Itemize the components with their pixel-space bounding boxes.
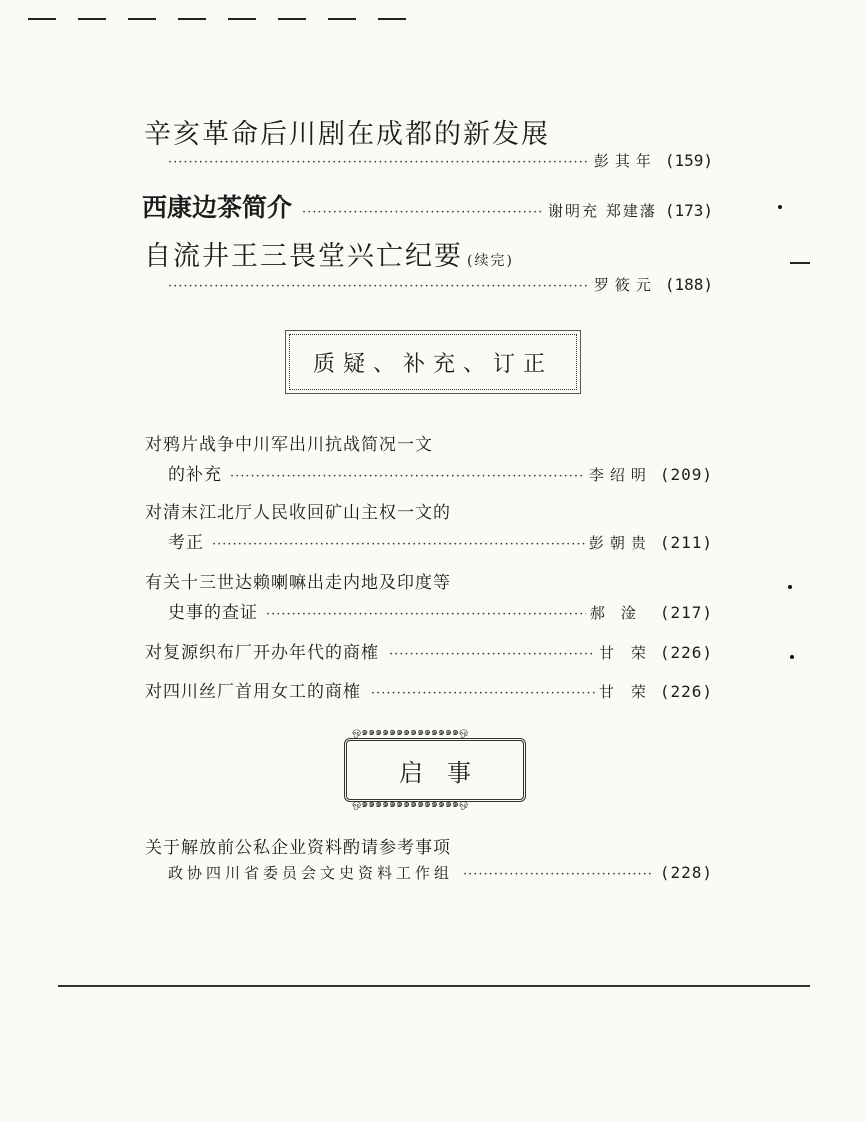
speck bbox=[790, 655, 794, 659]
top-dash-decoration bbox=[28, 18, 406, 20]
entry-3-page: (188) bbox=[664, 275, 713, 294]
mid-entry-2-page: (211) bbox=[659, 533, 713, 552]
entry-1-author: 彭其年 bbox=[593, 152, 657, 170]
entry-1-title: 辛亥革命后川剧在成都的新发展 bbox=[144, 119, 550, 150]
mid-entry-1-cont: 的补充 bbox=[168, 465, 222, 485]
leader-dots bbox=[389, 647, 595, 662]
notice-page: (228) bbox=[659, 863, 713, 882]
leader-dots bbox=[463, 867, 652, 882]
mid-entry-3-cont: 史事的查证 bbox=[168, 603, 258, 623]
mid-entry-4-author: 甘 荣 bbox=[599, 644, 652, 662]
bottom-rule bbox=[58, 985, 810, 987]
mid-entry-3-title: 有关十三世达赖喇嘛出走内地及印度等 bbox=[145, 573, 451, 593]
speck bbox=[778, 205, 782, 209]
speck bbox=[788, 585, 792, 589]
scroll-ornament-bottom: ஒ๑๑๑๑๑๑๑๑๑๑๑๑๑๑ஒ bbox=[352, 797, 469, 810]
mid-entry-4-line bbox=[145, 638, 713, 663]
mid-entry-1-page: (209) bbox=[659, 465, 713, 484]
mid-entry-2-title: 对清末江北厅人民收回矿山主权一文的 bbox=[145, 503, 451, 523]
entry-2-title: 西康边茶简介 bbox=[142, 193, 293, 222]
leader-dots bbox=[212, 537, 585, 552]
entry-3-line bbox=[168, 274, 713, 295]
section-heading: 质疑、补充、订正 bbox=[312, 351, 553, 377]
scroll-ornament-top: ஒ๑๑๑๑๑๑๑๑๑๑๑๑๑๑ஒ bbox=[352, 725, 469, 738]
notice-heading: 启事 bbox=[399, 758, 495, 787]
entry-3-title-wrap bbox=[144, 234, 514, 273]
entry-1-page: (159) bbox=[664, 151, 713, 170]
notice-line bbox=[168, 862, 713, 883]
notice-heading-box bbox=[344, 738, 526, 802]
entry-1-line bbox=[168, 150, 713, 171]
mid-entry-4-page: (226) bbox=[659, 643, 713, 662]
leader-dots bbox=[371, 686, 595, 701]
mid-entry-3-author: 郝淦 bbox=[589, 604, 652, 622]
leader-dots bbox=[168, 279, 590, 294]
mid-entry-5-page: (226) bbox=[659, 682, 713, 701]
section-heading-box bbox=[289, 334, 577, 390]
notice-author: 政协四川省委员会文史资料工作组 bbox=[168, 864, 454, 882]
leader-dots bbox=[266, 607, 586, 622]
mid-entry-1-author: 李绍明 bbox=[588, 466, 652, 484]
entry-2-author: 谢明充 郑建藩 bbox=[548, 202, 657, 220]
entry-3-author: 罗筱元 bbox=[593, 276, 657, 294]
mid-entry-1-title: 对鸦片战争中川军出川抗战简况一文 bbox=[145, 435, 433, 455]
mid-entry-2-cont: 考正 bbox=[168, 533, 204, 553]
leader-dots bbox=[168, 155, 590, 170]
mid-entry-3-page: (217) bbox=[659, 603, 713, 622]
leader-dots bbox=[230, 469, 585, 484]
entry-3-title: 自流井王三畏堂兴亡纪要 bbox=[144, 241, 463, 272]
mid-entry-3-line bbox=[168, 598, 713, 623]
entry-2-page: (173) bbox=[664, 201, 713, 220]
mark bbox=[790, 262, 810, 264]
entry-3-note: (续完) bbox=[467, 253, 514, 269]
entry-2-line bbox=[142, 188, 713, 224]
mid-entry-4-title: 对复源织布厂开办年代的商榷 bbox=[145, 643, 379, 663]
mid-entry-5-title: 对四川丝厂首用女工的商榷 bbox=[145, 682, 361, 702]
mid-entry-1-line bbox=[168, 460, 713, 485]
mid-entry-5-author: 甘 荣 bbox=[599, 683, 652, 701]
mid-entry-2-author: 彭朝贵 bbox=[588, 534, 652, 552]
notice-title: 关于解放前公私企业资料酌请参考事项 bbox=[145, 838, 451, 858]
leader-dots bbox=[302, 205, 544, 220]
mid-entry-5-line bbox=[145, 677, 713, 702]
mid-entry-2-line bbox=[168, 528, 713, 553]
